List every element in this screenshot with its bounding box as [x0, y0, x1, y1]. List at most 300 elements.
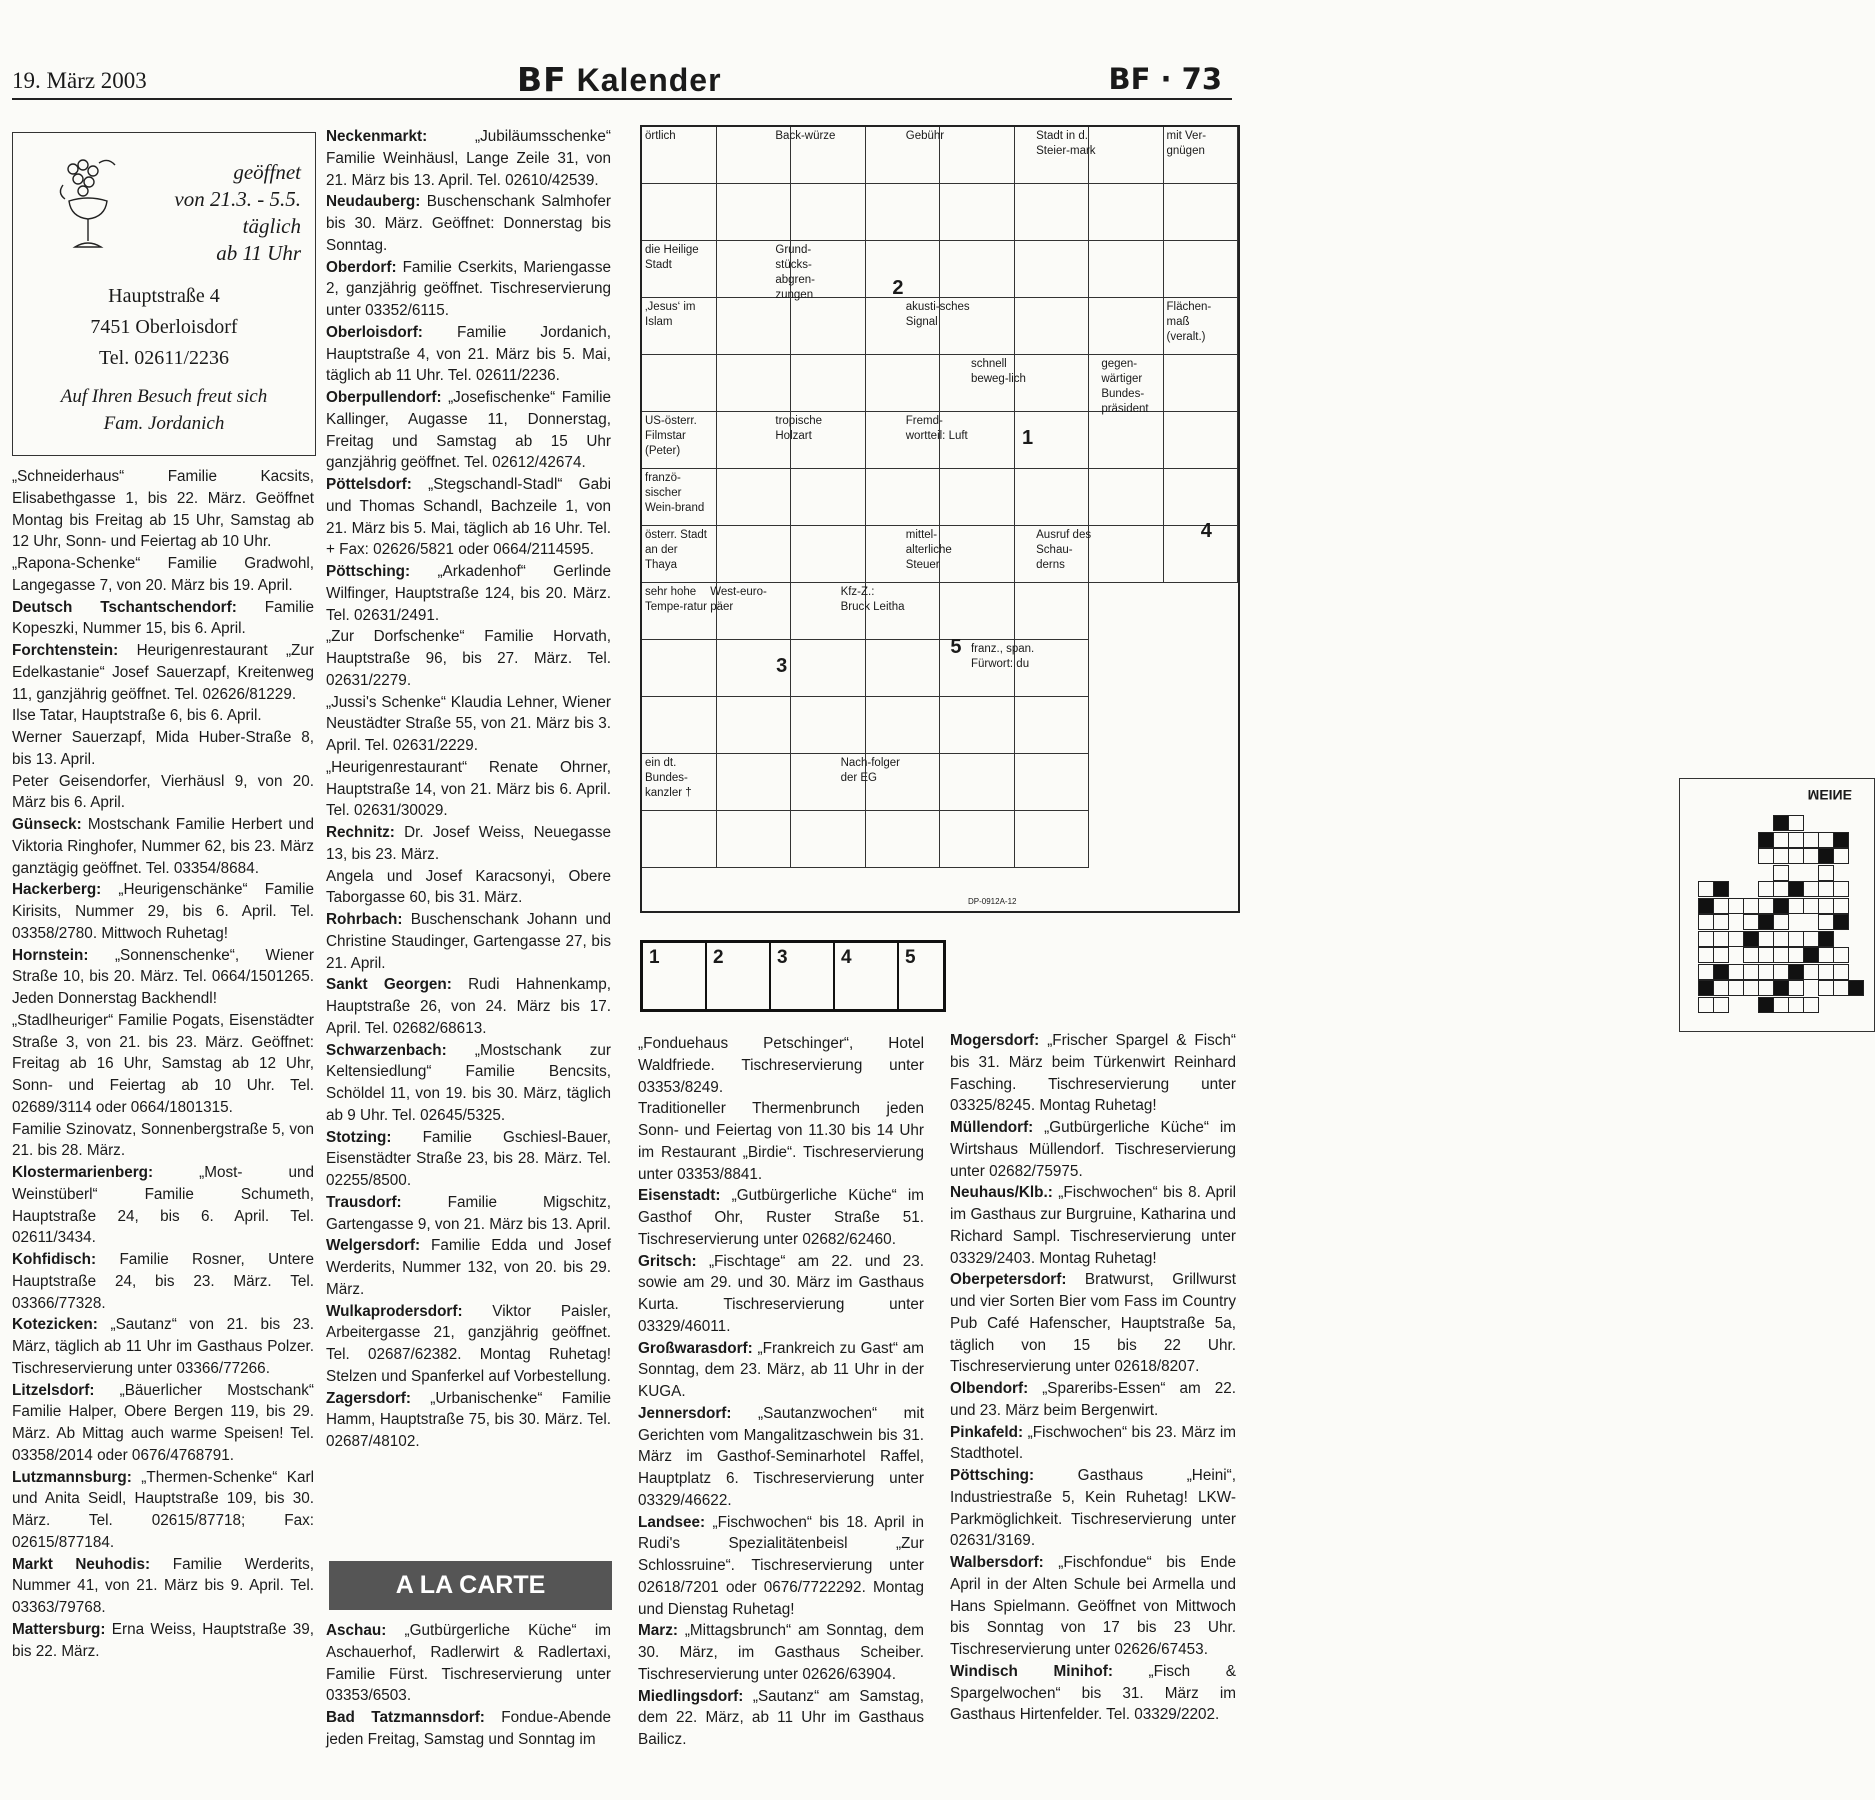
entry-location: Pöttsching:	[326, 563, 411, 580]
page-header	[12, 58, 1232, 100]
entry-text: Buschenschank Salmhofer bis 30. März. Geöffnet: Donnerstag bis Sonntag.	[326, 193, 611, 254]
entry-location: Klostermarienberg:	[12, 1164, 154, 1181]
crossword-clue: tropische Holzart	[775, 415, 823, 443]
mini-grid-cell	[1758, 832, 1774, 848]
entry-location: Olbendorf:	[950, 1380, 1029, 1397]
crossword-clue: Back-würze	[775, 130, 836, 142]
listing-entry	[12, 640, 314, 705]
entry-text: „Bäuerlicher Mostschank“ Familie Halper, Obere Bergen 119, bis 29. März. Ab Mittag auch warme Speisen! Tel. 03358/2014 oder 0676/4768791.	[12, 1381, 314, 1464]
listing-entry	[950, 1552, 1236, 1661]
entry-location: Markt Neuhodis:	[12, 1555, 151, 1573]
ad-greeting	[13, 383, 315, 437]
entry-location: Kohfidisch:	[12, 1251, 97, 1268]
listing-entry	[326, 1192, 611, 1236]
crossword-solution-number: 3	[776, 655, 788, 678]
entry-text: „Gutbürgerliche Küche“ im Aschauerhof, Radlerwirt & Radlertaxi, Familie Fürst. Tischreservierung unter 03353/6503.	[326, 1622, 611, 1705]
listing-entry	[326, 1620, 611, 1707]
crossword-clue: Fremd-wortteil: Luft	[905, 415, 968, 443]
entry-text: „Jubiläumsschenke“ Familie Weinhäusl, Lange Zeile 31, von 21. März bis 13. April. Tel. 02610/42539.	[326, 128, 611, 189]
entry-text: „Frankreich zu Gast“ am Sonntag, dem 23. März, ab 11 Uhr in der KUGA.	[638, 1339, 924, 1400]
entry-text: Ilse Tatar, Hauptstraße 6, bis 6. April.	[12, 707, 262, 725]
entry-text: Familie Rosner, Untere Hauptstraße 24, bis 23. März. Tel. 03366/77328.	[12, 1251, 314, 1312]
mini-grid-cell	[1803, 964, 1819, 980]
mini-grid-cell	[1803, 931, 1819, 947]
mini-grid-cell	[1773, 997, 1789, 1013]
mini-grid-cell	[1833, 947, 1849, 963]
crossword-cell[interactable]	[866, 811, 941, 868]
listing-entry	[950, 1269, 1236, 1378]
entry-location: Landsee:	[638, 1513, 706, 1531]
listing-entry	[12, 553, 314, 597]
listing-entry	[12, 879, 314, 944]
mini-grid-cell	[1773, 881, 1789, 897]
entry-location: Mogersdorf:	[950, 1032, 1040, 1049]
crossword-clue: Stadt in d. Steier-mark	[1036, 130, 1096, 157]
crossword-clue: Gebühr	[905, 130, 945, 142]
listing-entry	[326, 1040, 611, 1127]
mini-grid-cell	[1713, 898, 1729, 914]
crossword-cell[interactable]	[717, 184, 792, 241]
entry-location: Neckenmarkt:	[326, 128, 428, 145]
mini-grid-cell	[1788, 980, 1804, 996]
entry-text: „Gutbürgerliche Küche“ im Gasthof Ohr, Ruster Straße 51. Tischreservierung unter 02682/62460.	[638, 1187, 924, 1248]
solution-box[interactable]	[707, 943, 771, 1009]
mini-grid-cell	[1788, 947, 1804, 963]
solution-box-number: 2	[713, 947, 724, 968]
crossword-clue: ‚Jesus‘ im Islam	[645, 301, 696, 329]
crossword-clue: Nach-folger der EG	[840, 757, 901, 785]
entry-text: „Sautanz“ von 21. bis 23. März, täglich ab 11 Uhr im Gasthaus Polzer. Tischreservierung unter 03366/77266.	[12, 1316, 314, 1377]
crossword-clue: franz., span. Fürwort: du	[970, 643, 1035, 671]
crossword-cell[interactable]	[642, 811, 717, 868]
crossword-cell[interactable]	[1164, 412, 1239, 469]
listing-entry	[950, 1182, 1236, 1269]
wine-glass-grapes-icon	[53, 155, 123, 255]
entry-text: Angela und Josef Karacsonyi, Obere Taborgasse 60, bis 31. März.	[326, 867, 611, 907]
crossword-cell[interactable]	[1089, 298, 1164, 355]
entry-text: „Fischtage“ am 22. und 23. sowie am 29. und 30. März im Gasthaus Kurta. Tischreservierung unter 03329/46011.	[638, 1252, 924, 1335]
listing-entry	[12, 1619, 314, 1663]
crossword-puzzle	[640, 125, 1852, 913]
section-name: Kalender	[576, 62, 722, 98]
crossword-cell[interactable]	[1015, 184, 1090, 241]
listing-entry	[326, 692, 611, 757]
crossword-solution-number: 4	[1200, 519, 1212, 542]
listing-entry	[638, 1098, 924, 1185]
crossword-cell[interactable]	[642, 184, 717, 241]
entry-location: Windisch Minihof:	[950, 1662, 1113, 1680]
mini-title: MEINE	[1807, 787, 1852, 803]
entry-text: „Frischer Spargel & Fisch“ bis 31. März beim Türkenwirt Reinhard Fasching. Tischreservierung unter 03325/8245. Montag Ruhetag!	[950, 1032, 1236, 1115]
entry-location: Wulkaprodersdorf:	[326, 1302, 463, 1320]
mini-grid-cell	[1713, 980, 1729, 996]
crossword-cell[interactable]	[866, 355, 941, 412]
mini-grid-cell	[1803, 881, 1819, 897]
entry-text: „Schneiderhaus“ Familie Kacsits, Elisabethgasse 1, bis 22. März. Geöffnet Montag bis Freitag ab 15 Uhr, Samstag ab 12 Uhr, Sonn- und Feiertag ab 10 Uhr.	[12, 468, 314, 551]
opening-hours	[174, 159, 301, 267]
mini-grid-cell	[1803, 848, 1819, 864]
crossword-cell[interactable]	[1089, 469, 1164, 526]
listing-entry	[12, 1554, 314, 1619]
mini-grid-cell	[1743, 980, 1759, 996]
listing-entry	[638, 1185, 924, 1250]
mini-grid-cell	[1833, 964, 1849, 980]
entry-text: Peter Geisendorfer, Vierhäusl 9, von 20. März bis 6. April.	[12, 772, 314, 812]
mini-grid-cell	[1788, 931, 1804, 947]
crossword-cell[interactable]	[717, 697, 792, 754]
mini-grid-cell	[1788, 848, 1804, 864]
entry-location: Gritsch:	[638, 1252, 697, 1270]
mini-grid-cell	[1698, 980, 1714, 996]
crossword-clue: mit Ver-gnügen	[1166, 130, 1207, 157]
entry-text: „Heurigenrestaurant“ Renate Ohrner, Hauptstraße 14, von 21. März bis 6. April. Tel. 02631/30029.	[326, 758, 611, 820]
mini-grid-cell	[1758, 914, 1774, 930]
crossword-solution-number: 5	[950, 635, 962, 658]
entry-text: Erna Weiss, Hauptstraße 39, bis 22. März.	[12, 1620, 314, 1660]
listing-entry	[326, 822, 611, 866]
crossword-cell[interactable]	[940, 811, 1015, 868]
crossword-clue: West-euro-päer	[710, 586, 767, 614]
mini-grid-cell	[1818, 914, 1834, 930]
mini-grid-cell	[1773, 931, 1789, 947]
mini-grid-cell	[1698, 881, 1714, 897]
mini-grid-cell	[1773, 848, 1789, 864]
crossword-cell[interactable]	[940, 583, 1015, 640]
listing-entry	[326, 909, 611, 974]
entry-text: „Rapona-Schenke“ Familie Gradwohl, Langegasse 7, von 20. März bis 19. April.	[12, 555, 314, 594]
mini-grid-cell	[1773, 947, 1789, 963]
solution-box[interactable]	[835, 943, 899, 1009]
crossword-clue: Kfz-Z.: Bruck Leitha	[840, 586, 905, 614]
crossword-cell[interactable]	[642, 355, 717, 412]
mini-grid-cell	[1788, 898, 1804, 914]
listing-entry	[950, 1465, 1236, 1552]
crossword-cell[interactable]	[866, 640, 941, 697]
listing-entry	[12, 814, 314, 879]
listing-entry	[12, 1380, 314, 1467]
listing-entry	[12, 945, 314, 1010]
mini-grid-cell	[1743, 898, 1759, 914]
entry-location: Trausdorf:	[326, 1193, 402, 1211]
crossword-cell[interactable]	[717, 298, 792, 355]
opening-line: täglich	[242, 214, 301, 238]
crossword-clue: österr. Stadt an der Thaya	[645, 529, 708, 572]
listing-column-3	[638, 1033, 924, 1751]
entry-location: Neuhaus/Klb.:	[950, 1184, 1053, 1202]
crossword-cell[interactable]	[791, 526, 866, 583]
entry-text: Rudi Hahnenkamp, Hauptstraße 26, von 24. März bis 17. April. Tel. 02682/68613.	[326, 976, 612, 1037]
crossword-cell[interactable]	[791, 184, 866, 241]
crossword-clue: Grund-stücks-abgren-zungen	[775, 244, 816, 302]
mini-grid-cell	[1818, 865, 1834, 881]
crossword-cell[interactable]	[717, 811, 792, 868]
entry-text: „Fisch & Spargelwochen“ bis 31. März im Gasthaus Hirtenfelder. Tel. 03329/2202.	[950, 1662, 1237, 1724]
entry-text: Familie Jordanich, Hauptstraße 4, von 21. März bis 5. Mai, täglich ab 11 Uhr. Tel. 02611/2236.	[326, 323, 611, 385]
crossword-cell[interactable]	[791, 298, 866, 355]
mini-grid-cell	[1698, 997, 1714, 1013]
entry-location: Zagersdorf:	[326, 1389, 411, 1407]
crossword-cell[interactable]	[791, 697, 866, 754]
listing-entry	[12, 466, 314, 553]
crossword-cell[interactable]	[866, 697, 941, 754]
entry-location: Pinkafeld:	[950, 1423, 1024, 1441]
mini-grid-cell	[1728, 898, 1744, 914]
bf-logo: BF	[517, 60, 567, 99]
mini-grid-cell	[1848, 980, 1864, 996]
listing-entry	[326, 322, 611, 387]
entry-text: Heurigenrestaurant „Zur Edelkastanie“ Josef Sauerzapf, Kreitenweg 11, ganzjährig geöffnet. Tel. 02626/81229.	[12, 642, 314, 703]
entry-text: „Most- und Weinstüberl“ Familie Schumeth, Hauptstraße 24, bis 6. April. Tel. 02611/3434.	[12, 1164, 314, 1247]
entry-location: Eisenstadt:	[638, 1187, 721, 1205]
crossword-clue: ein dt. Bundes-kanzler †	[645, 757, 692, 800]
crossword-cell[interactable]	[1089, 184, 1164, 241]
entry-location: Oberpetersdorf:	[950, 1271, 1067, 1289]
entry-location: Pöttsching:	[950, 1467, 1035, 1484]
crossword-cell[interactable]	[1015, 697, 1090, 754]
entry-text: Familie Kopeszki, Nummer 15, bis 6. April.	[12, 598, 315, 638]
mini-grid-cell	[1818, 964, 1834, 980]
listing-column-1	[12, 466, 314, 1662]
mini-grid-cell	[1758, 848, 1774, 864]
crossword-solution-number: 1	[1021, 427, 1034, 450]
entry-text: „Fischwochen“ bis 18. April in Rudi's Spezialitätenbeisl „Zur Schlossruine“. Tischreservierung unter 02618/7201 oder 0676/7722292. Montag und Dienstag Ruhetag!	[638, 1513, 924, 1618]
listing-entry	[326, 1388, 611, 1453]
crossword-cell[interactable]	[1164, 355, 1239, 412]
crossword-clue: sehr hohe Tempe-ratur	[645, 586, 707, 614]
entry-location: Pöttelsdorf:	[326, 476, 412, 493]
listing-entry	[950, 1661, 1236, 1726]
crossword-clue: Ausruf des Schau-derns	[1036, 529, 1092, 572]
listing-entry	[326, 757, 611, 822]
mini-grid-cell	[1773, 964, 1789, 980]
crossword-cell[interactable]	[940, 697, 1015, 754]
entry-location: Rechnitz:	[326, 824, 395, 841]
crossword-clue: US-österr. Filmstar (Peter)	[645, 415, 697, 458]
listing-entry	[950, 1030, 1236, 1117]
mini-grid-cell	[1803, 832, 1819, 848]
mini-grid-cell	[1833, 980, 1849, 996]
entry-text: Fondue-Abende jeden Freitag, Samstag und Sonntag im	[326, 1709, 611, 1748]
address-line: Hauptstraße 4	[108, 285, 220, 307]
crossword-clue: mittel-alterliche Steuer	[905, 529, 952, 572]
entry-text: „Jussi's Schenke“ Klaudia Lehner, Wiener Neustädter Straße 55, von 21. März bis 3. April. Tel. 02631/2229.	[326, 693, 611, 754]
entry-location: Hornstein:	[12, 946, 89, 964]
listing-entry	[638, 1686, 924, 1751]
listing-entry	[638, 1403, 924, 1512]
crossword-cell[interactable]	[717, 355, 792, 412]
crossword-clue: Flächen-maß (veralt.)	[1166, 301, 1212, 344]
crossword-cell[interactable]	[940, 184, 1015, 241]
solution-box[interactable]	[899, 943, 963, 1009]
crossword-cell[interactable]	[940, 469, 1015, 526]
entry-text: „Mostschank zur Keltensiedlung“ Familie Bencsits, Schöldel 11, von 19. bis 30. März, täglich ab 9 Uhr. Tel. 02645/5325.	[326, 1041, 611, 1124]
mini-grid-cell	[1713, 914, 1729, 930]
entry-location: Litzelsdorf:	[12, 1381, 95, 1399]
mini-grid-cell	[1833, 832, 1849, 848]
crossword-cell[interactable]	[791, 469, 866, 526]
mini-grid-cell	[1788, 881, 1804, 897]
entry-text: Mostschank Familie Herbert und Viktoria Ringhofer, Nummer 62, bis 23. März ganztägig geöffnet. Tel. 03354/8684.	[12, 816, 314, 877]
entry-location: Günseck:	[12, 816, 82, 833]
entry-text: Familie Edda und Josef Werderits, Nummer 132, von 20. bis 29. März.	[326, 1237, 611, 1298]
issue-date: 19. März 2003	[12, 68, 147, 93]
entry-location: Lutzmannsburg:	[12, 1468, 132, 1486]
crossword-clue: akusti-sches Signal	[905, 301, 970, 329]
listing-entry	[12, 1119, 314, 1163]
crossword-cell[interactable]	[791, 355, 866, 412]
crossword-cell[interactable]	[791, 640, 866, 697]
entry-text: „Sonnenschenke“, Wiener Straße 10, bis 20. März. Tel. 0664/1501265. Jeden Donnerstag Backhendl!	[12, 946, 314, 1007]
mini-grid-cell	[1713, 997, 1729, 1013]
entry-location: Hackerberg:	[12, 881, 102, 899]
listing-column-2	[326, 126, 611, 1453]
listing-entry	[326, 866, 611, 910]
entry-text: „Fonduehaus Petschinger“, Hotel Waldfriede. Tischreservierung unter 03353/8249.	[638, 1035, 924, 1096]
entry-location: Oberloisdorf:	[326, 323, 423, 341]
entry-text: „Gutbürgerliche Küche“ im Wirtshaus Müllendorf. Tischreservierung unter 02682/75975.	[950, 1119, 1236, 1180]
entry-location: Miedlingsdorf:	[638, 1687, 744, 1705]
mini-grid-cell	[1728, 931, 1744, 947]
opening-line: ab 11 Uhr	[216, 241, 301, 265]
entry-location: Mattersburg:	[12, 1620, 106, 1638]
mini-grid-cell	[1833, 848, 1849, 864]
crossword-cell[interactable]	[1164, 469, 1239, 526]
crossword-clue: örtlich	[645, 130, 676, 142]
mini-grid-cell	[1758, 980, 1774, 996]
entry-location: Oberpullendorf:	[326, 389, 442, 406]
mini-grid-cell	[1698, 914, 1714, 930]
mini-grid-cell	[1713, 881, 1729, 897]
entry-text: „Zur Dorfschenke“ Familie Horvath, Hauptstraße 96, bis 27. März. Tel. 02631/2279.	[326, 628, 611, 689]
crossword-cell[interactable]	[940, 754, 1015, 811]
mini-grid-cell	[1818, 898, 1834, 914]
crossword-cell[interactable]	[940, 241, 1015, 298]
listing-entry	[326, 1301, 611, 1388]
listing-entry	[12, 1314, 314, 1379]
greeting-line: Fam. Jordanich	[103, 413, 225, 434]
crossword-cell[interactable]	[717, 754, 792, 811]
listing-entry	[12, 727, 314, 771]
entry-text: „Stadlheuriger“ Familie Pogats, Eisenstädter Straße 3, von 21. bis 23. März. Geöffnet: Freitag ab 16 Uhr, Samstag ab 12 Uhr, Sonn- und Feiertag ab 10 Uhr. Tel. 02689/3114 oder 0664/1801315.	[12, 1011, 314, 1116]
listing-entry	[12, 705, 314, 727]
crossword-cell[interactable]	[1164, 184, 1239, 241]
mini-grid-cell	[1728, 964, 1744, 980]
mini-grid-cell	[1788, 832, 1804, 848]
entry-location: Müllendorf:	[950, 1119, 1034, 1136]
listing-entry	[326, 387, 611, 474]
entry-text: „Thermen-Schenke“ Karl und Anita Seidl, Hauptstraße 109, bis 30. März. Tel. 02615/87718; Fax: 02615/877184.	[12, 1468, 314, 1551]
mini-grid-cell	[1743, 964, 1759, 980]
entry-location: Neudauberg:	[326, 193, 421, 211]
entry-text: „Arkadenhof“ Gerlinde Wilfinger, Hauptstraße 124, bis 20. März. Tel. 02631/2491.	[326, 563, 611, 624]
mini-grid-cell	[1818, 848, 1834, 864]
greeting-line: Auf Ihren Besuch freut sich	[60, 386, 268, 407]
crossword-cell[interactable]	[1089, 241, 1164, 298]
mini-grid-cell	[1818, 980, 1834, 996]
entry-text: „Fischfondue“ bis Ende April in der Alten Schule bei Armella und Hans Spielmann. Geöffnet von Mittwoch bis Sonntag von 17 bis 23 Uhr. Tischreservierung unter 02626/67453.	[950, 1554, 1236, 1658]
listing-entry	[326, 1707, 611, 1751]
crossword-clue: franzö-sischer Wein-brand	[645, 472, 705, 515]
crossword-cell[interactable]	[1015, 583, 1090, 640]
crossword-cell[interactable]	[791, 811, 866, 868]
entry-text: Familie Gschiesl-Bauer, Eisenstädter Straße 23, bis 28. März. Tel. 02255/8500.	[326, 1128, 611, 1189]
solution-box[interactable]	[643, 943, 707, 1009]
mini-grid-cell	[1773, 914, 1789, 930]
entry-text: Familie Szinovatz, Sonnenbergstraße 5, von 21. bis 28. März.	[12, 1120, 314, 1160]
crossword-cell[interactable]	[717, 526, 792, 583]
mini-grid-cell	[1743, 931, 1759, 947]
crossword-clue: die Heilige Stadt	[645, 244, 699, 272]
crossword-cell[interactable]	[717, 469, 792, 526]
mini-grid-cell	[1803, 997, 1819, 1013]
listing-entry	[326, 1235, 611, 1300]
crossword-cell[interactable]	[866, 469, 941, 526]
crossword-cell[interactable]	[642, 640, 717, 697]
crossword-cell[interactable]	[1015, 754, 1090, 811]
crossword-cell[interactable]	[1015, 241, 1090, 298]
page-number: BF · 73	[1108, 62, 1222, 96]
entry-location: Sankt Georgen:	[326, 976, 452, 994]
entry-location: Schwarzenbach:	[326, 1041, 447, 1059]
listing-entry	[638, 1620, 924, 1685]
crossword-solution-image	[1679, 778, 1875, 1032]
crossword-cell[interactable]	[866, 184, 941, 241]
entry-text: „Josefischenke“ Familie Kallinger, Augasse 11, Donnerstag, Freitag und Samstag ab 15 Uhr ganzjährig geöffnet. Tel. 02612/42674.	[326, 389, 611, 472]
crossword-cell[interactable]	[1015, 811, 1090, 868]
entry-text: „Spareribs-Essen“ am 22. und 23. März beim Bergenwirt.	[950, 1380, 1236, 1419]
entry-text: „Urbanischenke“ Familie Hamm, Hauptstraße 75, bis 30. März. Tel. 02687/48102.	[326, 1389, 611, 1450]
entry-text: „Heurigenschänke“ Familie Kirisits, Nummer 29, bis 6. April. Tel. 03358/2780. Mittwoch Ruhetag!	[12, 881, 314, 942]
entry-text: Familie Werderits, Nummer 41, von 21. März bis 9. April. Tel. 03363/79768.	[12, 1555, 314, 1616]
solution-box-number: 3	[777, 947, 788, 968]
mini-grid-cell	[1803, 947, 1819, 963]
mini-grid-cell	[1833, 914, 1849, 930]
mini-grid-cell	[1818, 947, 1834, 963]
mini-grid-cell	[1788, 815, 1804, 831]
listing-entry	[638, 1512, 924, 1621]
mini-grid-cell	[1743, 947, 1759, 963]
mini-grid-cell	[1818, 832, 1834, 848]
mini-grid-cell	[1788, 964, 1804, 980]
mini-grid-cell	[1698, 964, 1714, 980]
listing-entry	[12, 1249, 314, 1314]
solution-box-number: 1	[649, 947, 660, 968]
crossword-cell[interactable]	[1015, 298, 1090, 355]
mini-grid-cell	[1698, 898, 1714, 914]
crossword-cell[interactable]	[1015, 469, 1090, 526]
entry-location: Stotzing:	[326, 1128, 392, 1146]
entry-text: „Fischwochen“ bis 23. März im Stadthotel.	[950, 1423, 1236, 1463]
entry-location: Kotezicken:	[12, 1316, 98, 1334]
listing-entry	[326, 1127, 611, 1192]
crossword-solution-number: 2	[892, 277, 904, 300]
entry-text: Buschenschank Johann und Christine Staudinger, Gartengasse 27, bis 21. April.	[326, 911, 611, 972]
mini-grid-cell	[1773, 980, 1789, 996]
entry-location: Rohrbach:	[326, 911, 403, 928]
entry-text: Familie Migschitz, Gartengasse 9, von 21. März bis 13. April.	[326, 1193, 611, 1233]
listing-entry	[950, 1422, 1236, 1466]
solution-box[interactable]	[771, 943, 835, 1009]
listing-entry	[950, 1117, 1236, 1182]
entry-location: Jennersdorf:	[638, 1404, 732, 1422]
crossword-cell[interactable]	[1089, 412, 1164, 469]
crossword-cell[interactable]	[642, 697, 717, 754]
entry-text: „Sautanz“ am Samstag, dem 22. März, ab 11 Uhr im Gasthaus Bailicz.	[638, 1687, 924, 1748]
crossword-cell[interactable]	[1164, 241, 1239, 298]
entry-text: „Sautanzwochen“ mit Gerichten vom Mangalitzaschwein bis 31. März im Gasthof-Seminarhotel Raffel, Hauptplatz 6. Tischreservierung unter 03329/46622.	[638, 1404, 924, 1509]
mini-grid-cell	[1773, 815, 1789, 831]
entry-text: Familie Cserkits, Mariengasse 2, ganzjährig geöffnet. Tischreservierung unter 03352/6115.	[326, 258, 611, 319]
